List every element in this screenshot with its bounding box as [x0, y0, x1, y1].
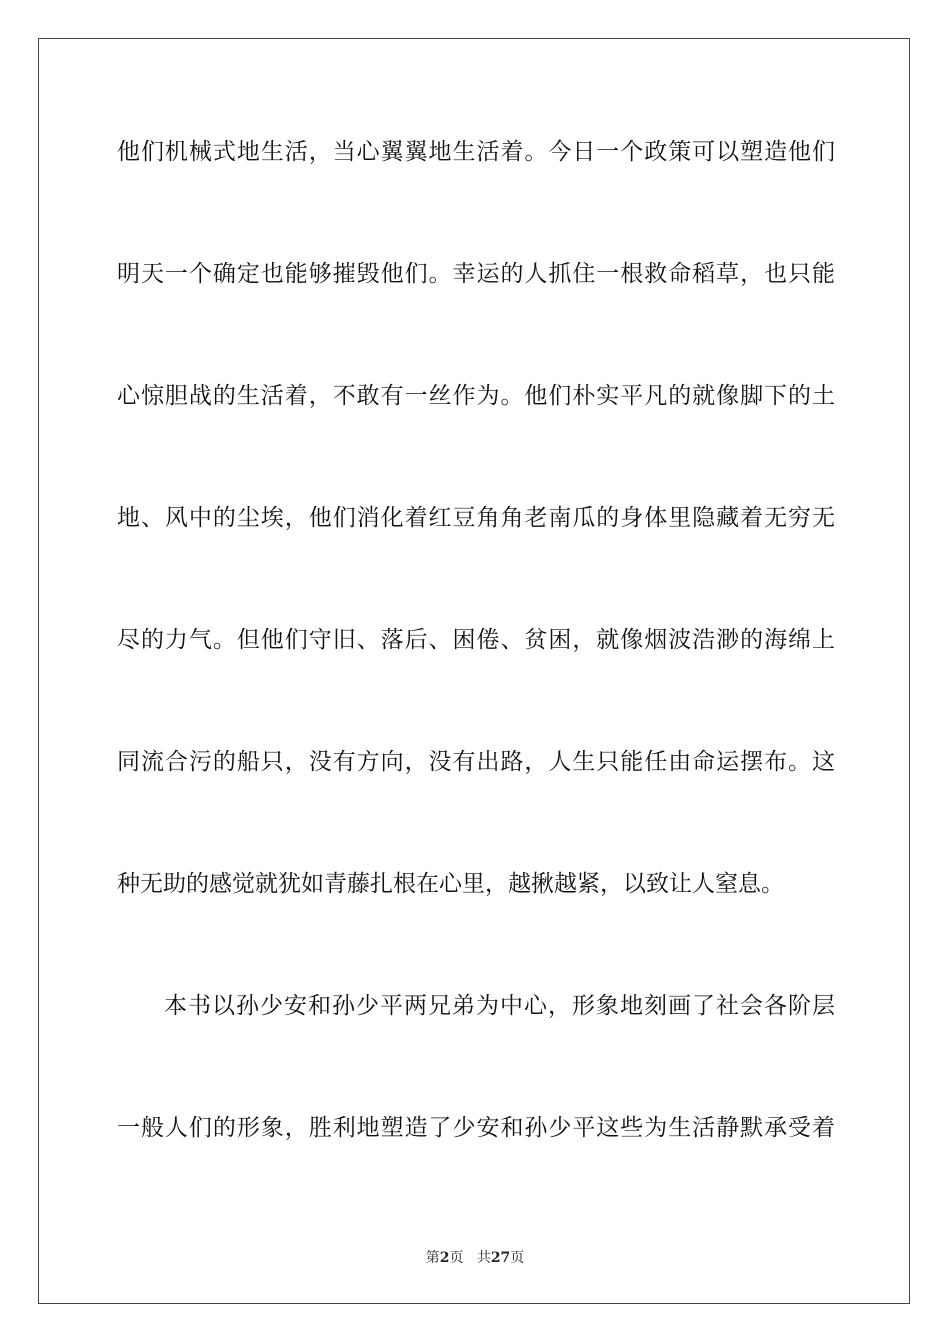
- text-line-4: 地、风中的尘埃，他们消化着红豆角角老南瓜的身体里隐藏着无穷无: [117, 505, 835, 531]
- text-line-8-paragraph-start: 本书以孙少安和孙少平两兄弟为中心，形象地刻画了社会各阶层: [164, 993, 835, 1019]
- total-pages: 27: [490, 1250, 511, 1266]
- text-line-1: 他们机械式地生活，当心翼翼地生活着。今日一个政策可以塑造他们: [117, 139, 835, 165]
- text-line-2: 明天一个确定也能够摧毁他们。幸运的人抓住一根救命稻草，也只能: [117, 261, 835, 287]
- page-number: 2: [439, 1250, 450, 1266]
- text-line-7: 种无助的感觉就犹如青藤扎根在心里，越揪越紧，以致让人窒息。: [117, 871, 784, 897]
- page-suffix: 页: [449, 1250, 464, 1266]
- text-line-9: 一般人们的形象，胜利地塑造了少安和孙少平这些为生活静默承受着: [117, 1115, 835, 1141]
- total-suffix: 页: [510, 1250, 525, 1266]
- page-footer: [0, 1249, 950, 1267]
- page-prefix: 第: [425, 1250, 440, 1266]
- text-line-5: 尽的力气。但他们守旧、落后、困倦、贫困，就像烟波浩渺的海绵上: [117, 627, 835, 653]
- text-line-3: 心惊胆战的生活着，不敢有一丝作为。他们朴实平凡的就像脚下的土: [117, 383, 835, 409]
- text-line-6: 同流合污的船只，没有方向，没有出路，人生只能任由命运摆布。这: [117, 749, 835, 775]
- total-prefix: 共: [476, 1250, 491, 1266]
